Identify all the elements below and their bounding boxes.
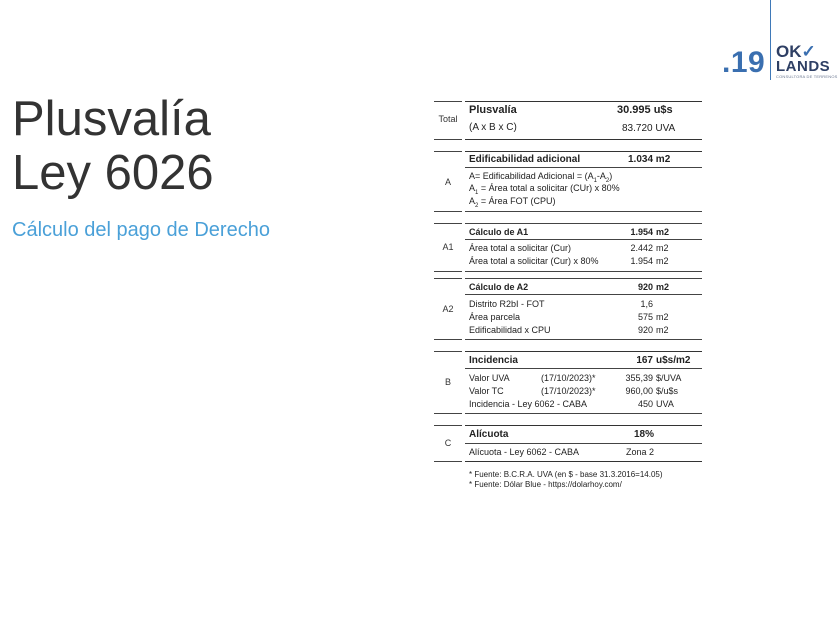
a2-row-unit: m2	[656, 325, 669, 335]
a2-row-label: Edificabilidad x CPU	[469, 325, 551, 335]
total-formula: (A x B x C)	[469, 122, 517, 133]
check-icon: ✓	[801, 42, 816, 61]
a2-row-label: Distrito R2bI - FOT	[469, 299, 545, 309]
rule	[434, 339, 462, 340]
rule	[434, 223, 462, 224]
b-row-value: 450	[637, 399, 653, 409]
rule	[465, 413, 702, 414]
rule	[465, 239, 702, 240]
rule	[465, 211, 702, 212]
rule	[465, 461, 702, 462]
header-divider	[770, 0, 771, 80]
b-row-label: Valor UVA	[469, 373, 510, 383]
total-uva: 83.720 UVA	[622, 123, 676, 134]
b-unit: u$s/m2	[656, 355, 691, 366]
a1-row-value: 1.954	[630, 256, 653, 266]
b-row-date: (17/10/2023)*	[541, 373, 596, 383]
b-row-value: 960,00	[625, 386, 653, 396]
oklands-logo	[776, 44, 838, 79]
logo-ok: OK	[776, 42, 802, 61]
c-row-label: Alícuota - Ley 6062 - CABA	[469, 447, 580, 457]
a1-row-label: Área total a solicitar (Cur)	[469, 243, 572, 253]
section-label-b: B	[444, 377, 451, 387]
a2-row-value: 1,6	[640, 299, 653, 309]
a1-row-value: 2.442	[630, 243, 653, 253]
b-row-value: 355,39	[625, 373, 653, 383]
rule	[465, 167, 702, 168]
title-line-1: Plusvalía	[12, 92, 211, 146]
rule	[465, 368, 702, 369]
b-row-label: Incidencia - Ley 6062 - CABA	[469, 399, 588, 409]
a2-row-value: 575	[637, 312, 653, 322]
b-value: 167	[636, 355, 653, 366]
rule	[434, 278, 462, 279]
rule	[434, 413, 462, 414]
b-row-date: (17/10/2023)*	[541, 386, 596, 396]
rule	[434, 211, 462, 212]
b-row-unit: UVA	[656, 399, 674, 409]
a1-row-unit: m2	[656, 243, 669, 253]
logo-lands: LANDS	[776, 58, 831, 75]
c-value: 18%	[634, 429, 655, 440]
rule	[465, 278, 702, 279]
page-subtitle: Cálculo del pago de Derecho	[12, 219, 270, 241]
section-label-a: A	[444, 177, 451, 187]
rule	[465, 294, 702, 295]
a2-row-value: 920	[637, 325, 653, 335]
section-label-a2: A2	[442, 304, 454, 314]
logo-tagline: CONSULTORA DE TERRENOS	[776, 74, 838, 79]
a2-heading: Cálculo de A2	[469, 282, 529, 292]
rule	[465, 351, 702, 352]
b-row-label: Valor TC	[469, 386, 504, 396]
total-label: Plusvalía	[469, 104, 517, 116]
section-label-total: Total	[438, 114, 458, 124]
a1-unit: m2	[656, 227, 670, 237]
rule	[465, 101, 702, 102]
rule	[434, 101, 462, 102]
a1-value: 1.954	[630, 227, 653, 237]
rule	[434, 271, 462, 272]
b-row-unit: $/UVA	[656, 373, 682, 383]
a-formula-line-2: $A_1$ = Área total a solicitar (CUr) x 80%	[469, 183, 620, 196]
b-row-unit: $/u$s	[656, 386, 679, 396]
rule	[465, 339, 702, 340]
rule	[465, 425, 702, 426]
a-heading: Edificabilidad adicional	[469, 154, 581, 165]
a2-row-label: Área parcela	[469, 312, 521, 322]
a1-row-unit: m2	[656, 256, 669, 266]
a2-value: 920	[637, 282, 653, 292]
rule	[465, 139, 702, 140]
a-formula-line-3: $A_2$ = Área FOT (CPU)	[469, 196, 556, 209]
rule	[434, 139, 462, 140]
section-label-c: C	[444, 438, 452, 448]
rule	[465, 223, 702, 224]
c-heading: Alícuota	[469, 429, 509, 440]
rule	[434, 425, 462, 426]
rule	[465, 271, 702, 272]
a1-row-label: Área total a solicitar (Cur) x 80%	[469, 256, 599, 266]
page-number: .19	[722, 46, 766, 79]
footnote: * Fuente: B.C.R.A. UVA (en $ - base 31.3.2016=14.05)	[469, 470, 663, 479]
rule	[434, 351, 462, 352]
footnote: * Fuente: Dólar Blue - https://dolarhoy.com/	[469, 480, 622, 489]
b-heading: Incidencia	[469, 355, 518, 366]
rule	[465, 151, 702, 152]
a2-row-unit: m2	[656, 312, 669, 322]
total-value: 30.995 u$s	[617, 104, 673, 116]
section-label-a1: A1	[442, 242, 454, 252]
a2-unit: m2	[656, 282, 670, 292]
page-title	[12, 92, 214, 200]
a-formula-line-1: A= Edificabilidad Adicional = $(A_1-A_2)$	[469, 171, 613, 184]
c-row-value: Zona 2	[626, 447, 655, 457]
a-value: 1.034 m2	[628, 154, 671, 165]
a1-heading: Cálculo de A1	[469, 227, 529, 237]
title-line-2: Ley 6026	[12, 146, 214, 200]
rule	[465, 443, 702, 444]
rule	[434, 151, 462, 152]
rule	[434, 461, 462, 462]
